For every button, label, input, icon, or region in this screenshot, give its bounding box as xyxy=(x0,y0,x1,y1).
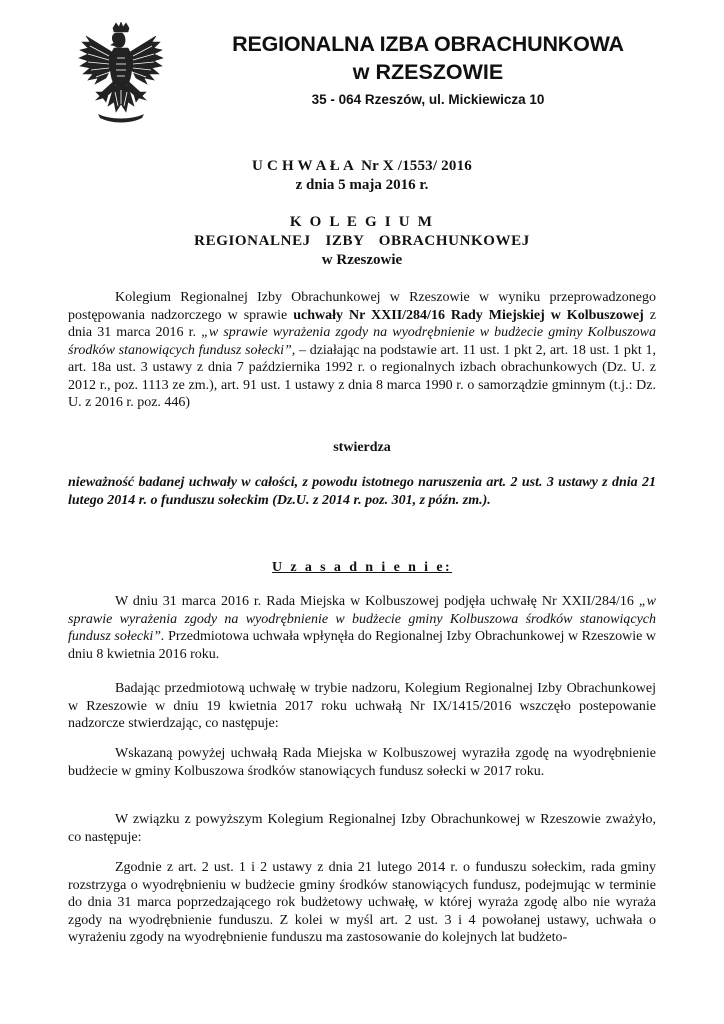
institution-name: REGIONALNA IZBA OBRACHUNKOWA xyxy=(232,32,624,56)
text-run: uchwały Nr XXII/284/16 Rady Miejskiej w Kolbuszowej xyxy=(293,307,644,323)
text-run: Zgodnie z art. 2 ust. 1 i 2 ustawy z dnia 21 lutego 2014 r. o funduszu sołeckim, rada gminy rozstrzyga o wyodrębnieniu w budżecie gminy środków stanowiących fundusz, podejmując w terminie do dnia 31 marca poprzedzającego rok budżetowy uchwałę, w której wyraża zgodę albo nie wyraża zgody na wyodrębnienie funduszu. Z kolei w myśl art. 2 ust. 3 i 4 powołanej ustawy, uchwała o wyrażeniu zgody na wyodrębnienie funduszu ma zastosowanie do kolejnych lat budżeto- xyxy=(68,860,656,945)
body-name-line3: w Rzeszowie xyxy=(321,252,403,268)
text-run: W dniu 31 marca 2016 r. Rada Miejska w Kolbuszowej podjęła uchwałę Nr XXII/284/16 xyxy=(115,594,639,609)
text-run: W związku z powyższym Kolegium Regionalnej Izby Obrachunkowej w Rzeszowie zważyło, co następuje: xyxy=(68,812,656,845)
body-name-line1: K O L E G I U M xyxy=(289,214,435,230)
text-run: Kolegium Regionalnej Izby Obrachunkowej w Rzeszowie w wyniku przeprowadzonego postępowania nadzorczego w sprawie xyxy=(68,290,656,323)
text-run: – działając na podstawie art. 11 ust. 1 pkt 2, art. 18 ust. 1 pkt 1, art. 18a ust. 3 ustawy z dnia 7 października 1992 r. o regionalnych izbach obrachunkowych (Dz. U. z 2012 r., poz. 1113 ze zm.), art. 91 ust. 1 ustawy z dnia 8 marca 1990 r. o samorządzie gminnym (t.j.: Dz. U. z 2016 r. poz. 446) xyxy=(68,342,657,410)
verdict-word: stwierdza xyxy=(333,440,391,455)
justification-heading: U z a s a d n i e n i e: xyxy=(271,560,453,575)
intro-paragraph xyxy=(68,289,656,412)
text-run: z dnia 31 marca 2016 r. xyxy=(68,307,656,340)
finding-paragraph: nieważność badanej uchwały w całości, z powodu istotnego naruszenia art. 2 ust. 3 ustawy z dnia 21 lutego 2014 r. o funduszu sołeckim (Dz.U. z 2014 r. poz. 301, z późn. zm.). xyxy=(68,475,656,508)
text-run: Przedmiotowa uchwała wpłynęła do Regionalnej Izby Obrachunkowej w Rzeszowie w dniu 8 kwietnia 2016 roku. xyxy=(68,629,656,662)
institution-address: 35 - 064 Rzeszów, ul. Mickiewicza 10 xyxy=(311,92,545,107)
justification-paragraph xyxy=(68,593,656,663)
resolution-date: z dnia 5 maja 2016 r. xyxy=(295,177,429,193)
institution-city: w RZESZOWIE xyxy=(352,60,504,84)
justification-paragraph xyxy=(68,745,656,780)
justification-paragraph xyxy=(68,811,656,846)
text-run: Wskazaną powyżej uchwałą Rada Miejska w Kolbuszowej wyraziła zgodę na wyodrębnienie budżecie w gminy Kolbuszowa środków stanowiących fundusz sołecki w 2017 roku. xyxy=(68,746,656,779)
text-run: „w sprawie wyrażenia zgody na wyodrębnienie w budżecie gminy Kolbuszowa środków stanowiących fundusz sołecki”. xyxy=(68,594,656,644)
resolution-title: U C H W A Ł A Nr X /1553/ 2016 xyxy=(252,158,472,174)
text-run: „w sprawie wyrażenia zgody na wyodrębnienie w budżecie gminy Kolbuszowa środków stanowiących fundusz sołecki”, xyxy=(68,325,656,358)
eagle-emblem-icon xyxy=(76,22,166,126)
body-name-line2: REGIONALNEJ IZBY OBRACHUNKOWEJ xyxy=(194,233,530,249)
justification-paragraph xyxy=(68,859,656,947)
text-run: Badając przedmiotową uchwałę w trybie nadzoru, Kolegium Regionalnej Izby Obrachunkowej w Rzeszowie w dniu 19 kwietnia 2017 roku uchwałą Nr IX/1415/2016 wszczęło postepowanie nadzorcze stwierdzając, co następuje: xyxy=(68,681,656,731)
justification-paragraph xyxy=(68,680,656,733)
